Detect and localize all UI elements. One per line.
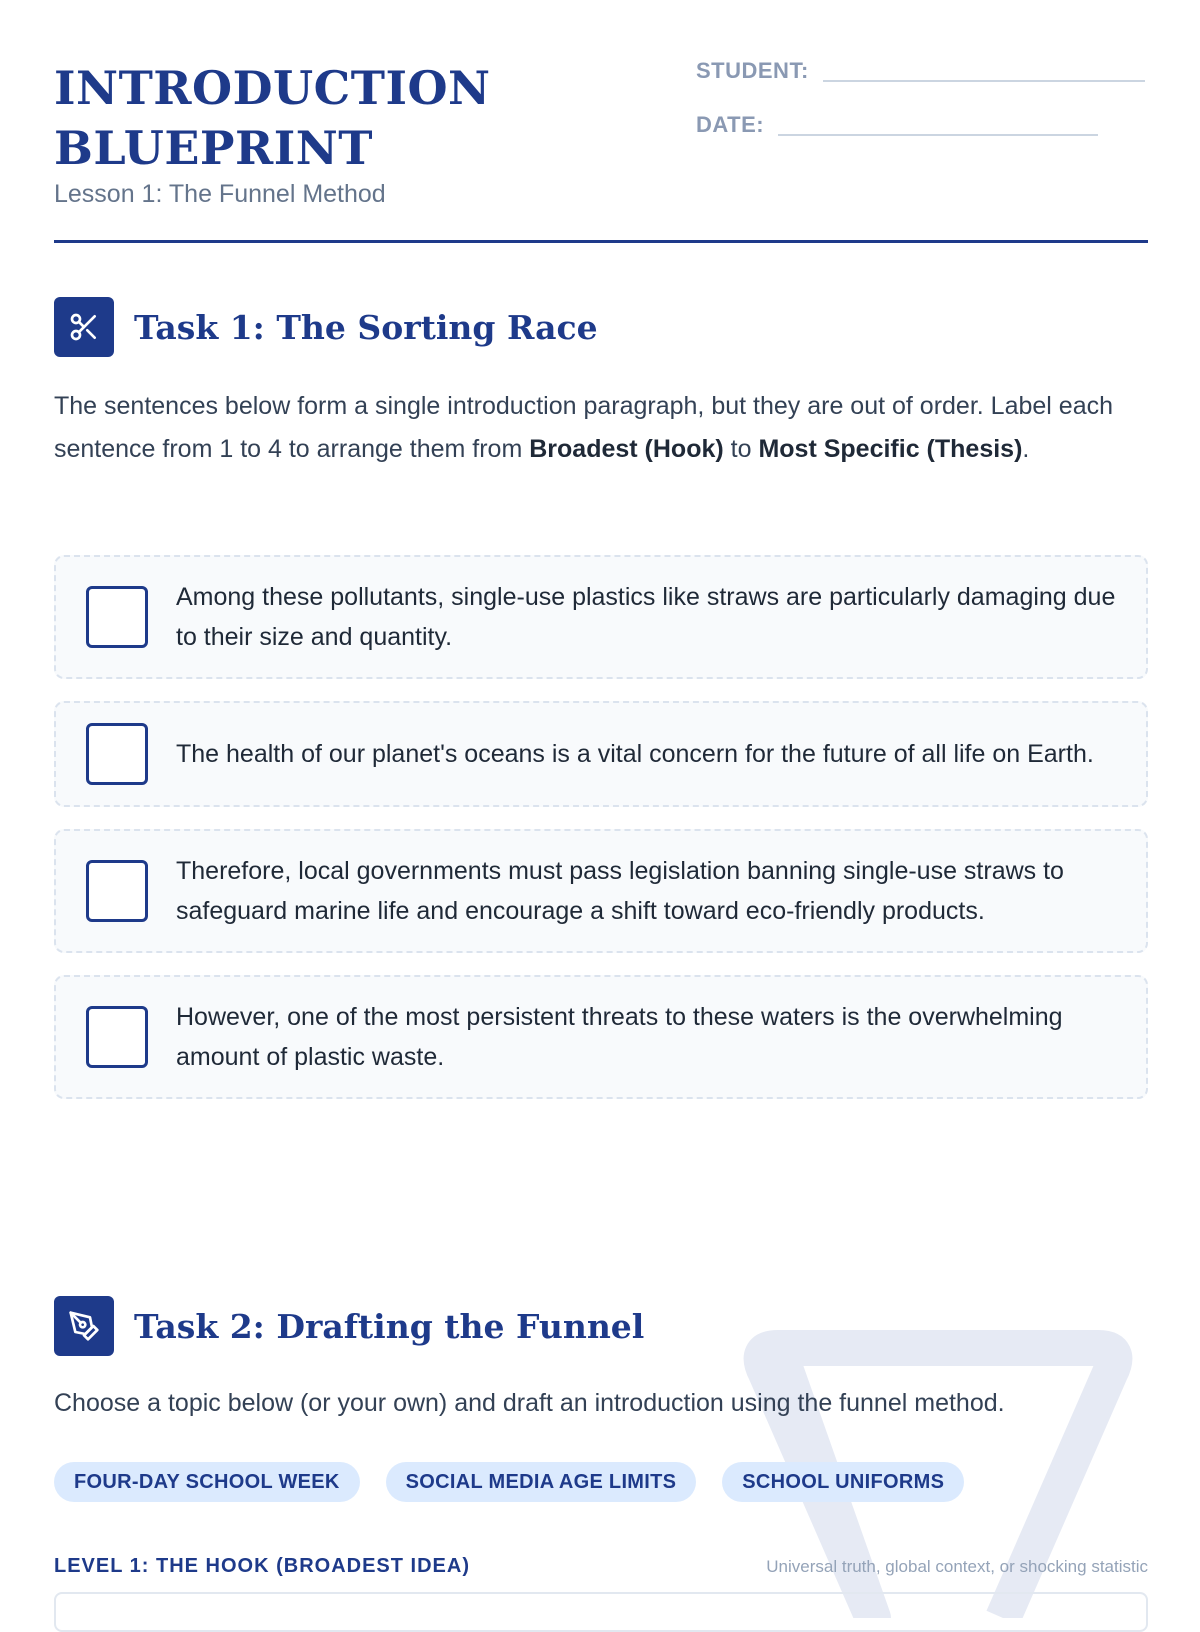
title-line-2: BLUEPRINT — [54, 121, 373, 175]
pen-tool-icon — [54, 1296, 114, 1356]
sentence-text: Therefore, local governments must pass legislation banning single-use straws to safeguard marine life and encourage a shift toward eco-friendly products. — [176, 857, 1064, 925]
topic-chips — [54, 1462, 990, 1502]
task1-title: Task 1: The Sorting Race — [134, 307, 598, 347]
sentence-card — [54, 975, 1148, 1099]
sentence-card-list — [54, 555, 1148, 1121]
lesson-subtitle: Lesson 1: The Funnel Method — [54, 180, 386, 208]
sentence-card — [54, 555, 1148, 679]
level1-hint: Universal truth, global context, or shocking statistic — [766, 1557, 1148, 1576]
task1-header — [54, 297, 598, 357]
instructions-bold-thesis: Most Specific (Thesis) — [758, 435, 1023, 463]
order-number-box[interactable] — [86, 586, 148, 648]
sentence-text: Among these pollutants, single-use plastics like straws are particularly damaging due to their size and quantity. — [176, 583, 1116, 651]
order-number-box[interactable] — [86, 860, 148, 922]
instructions-bold-hook: Broadest (Hook) — [529, 435, 724, 463]
task2-header — [54, 1296, 644, 1356]
date-label: DATE: — [696, 112, 765, 137]
level1-row — [54, 1555, 1148, 1578]
student-label: STUDENT: — [696, 58, 809, 83]
level1-writing-box[interactable] — [54, 1592, 1148, 1632]
task1-instructions — [54, 385, 1154, 471]
sentence-text: However, one of the most persistent threats to these waters is the overwhelming amount of plastic waste. — [176, 1003, 1063, 1071]
sentence-card — [54, 829, 1148, 953]
title-line-1: INTRODUCTION — [54, 61, 491, 115]
date-line[interactable] — [778, 134, 1098, 136]
sentence-card — [54, 701, 1148, 807]
instructions-text: to — [723, 435, 759, 463]
order-number-box[interactable] — [86, 1006, 148, 1068]
scissors-icon — [54, 297, 114, 357]
header-divider — [54, 240, 1148, 243]
instructions-text: The sentences below form a single introduction paragraph, but they are out of order. Label each sentence from 1 to 4 to arrange them from — [54, 392, 1113, 463]
date-field-row — [696, 112, 1098, 138]
topic-chip-four-day-week[interactable]: FOUR-DAY SCHOOL WEEK — [54, 1462, 360, 1502]
order-number-box[interactable] — [86, 723, 148, 785]
topic-chip-social-media[interactable]: SOCIAL MEDIA AGE LIMITS — [386, 1462, 697, 1502]
task2-instructions: Choose a topic below (or your own) and draft an introduction using the funnel method. — [54, 1389, 1005, 1417]
instructions-text: . — [1022, 435, 1030, 463]
sentence-text: The health of our planet's oceans is a vital concern for the future of all life on Earth. — [176, 740, 1094, 768]
page-title — [54, 58, 614, 178]
topic-chip-uniforms[interactable]: SCHOOL UNIFORMS — [722, 1462, 964, 1502]
student-name-line[interactable] — [823, 80, 1145, 82]
level1-label: LEVEL 1: THE HOOK (BROADEST IDEA) — [54, 1555, 470, 1577]
task2-title: Task 2: Drafting the Funnel — [134, 1306, 645, 1346]
student-field-row — [696, 58, 1145, 84]
